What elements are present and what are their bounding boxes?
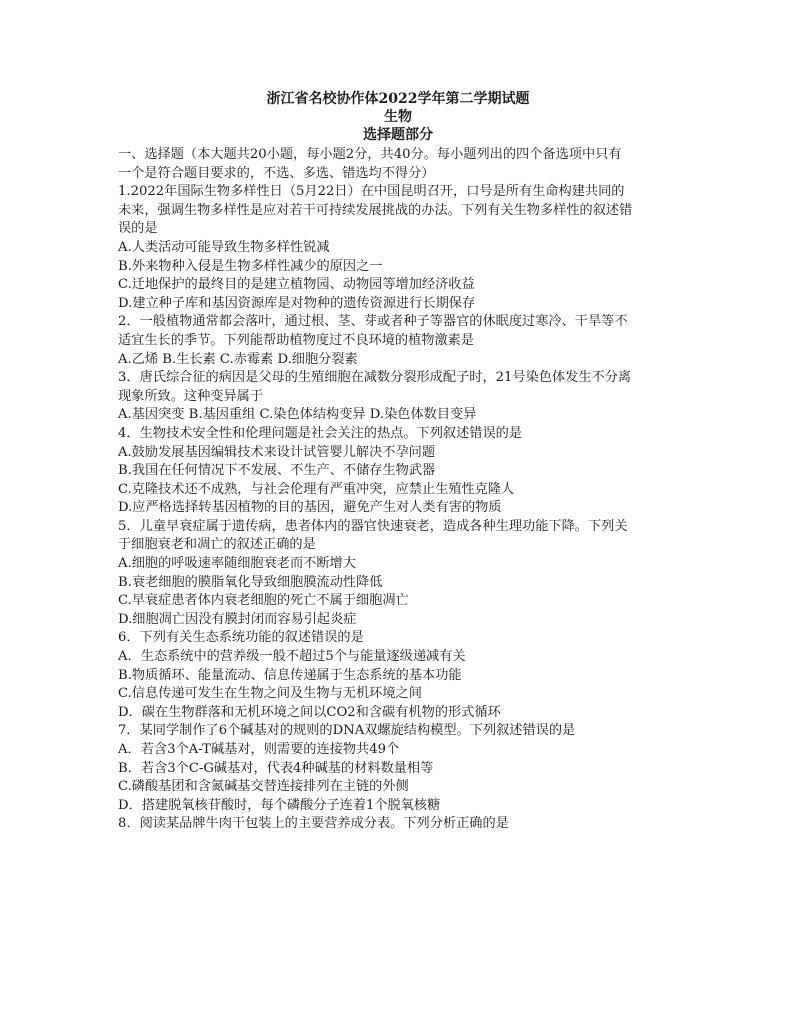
- answer-option: D.细胞凋亡因没有膜封闭而容易引起炎症: [118, 611, 357, 627]
- answer-option: B．若含3个C-G碱基对，代表4种碱基的材料数量相等: [118, 760, 434, 776]
- answer-option: D.应严格选择转基因植物的目的基因，避免产生对人类有害的物质: [118, 500, 502, 516]
- exam-page: [118, 90, 678, 834]
- question-stem-line: 8．阅读某品牌牛肉干包装上的主要营养成分表。下列分析正确的是: [118, 816, 509, 832]
- question-stem-line: 适宜生长的季节。下列能帮助植物度过不良环境的植物激素是: [118, 332, 475, 348]
- question-stem-line: 4．生物技术安全性和伦理问题是社会关注的热点。下列叙述错误的是: [118, 425, 523, 441]
- answer-option: D.建立种子库和基因资源库是对物种的遗传资源进行长期保存: [118, 295, 476, 311]
- answer-option: A．若含3个A-T碱基对，则需要的连接物共49个: [118, 742, 400, 757]
- exam-title: 浙江省名校协作体2022学年第二学期试题: [266, 91, 530, 107]
- answer-option: B.外来物种入侵是生物多样性减少的原因之一: [118, 258, 383, 274]
- question-stem-line: 6．下列有关生态系统功能的叙述错误的是: [118, 630, 364, 646]
- question-stem-line: 误的是: [118, 221, 158, 237]
- exam-content: [118, 146, 678, 834]
- answer-option: B.衰老细胞的膜脂氧化导致细胞膜流动性降低: [118, 574, 383, 590]
- answer-option: C.迁地保护的最终目的是建立植物园、动物园等增加经济收益: [118, 277, 475, 293]
- instruction-line: 一个是符合题目要求的，不选、多选、错选均不得分）: [118, 165, 435, 181]
- answer-option: A.基因突变 B.基因重组 C.染色体结构变异 D.染色体数目变异: [118, 407, 477, 423]
- answer-option: A.细胞的呼吸速率随细胞衰老而不断增大: [118, 556, 356, 572]
- answer-option: D．碳在生物群落和无机环境之间以CO2和含碳有机物的形式循环: [118, 704, 501, 720]
- question-7: [118, 722, 678, 815]
- answer-option: C.信息传递可发生在生物之间及生物与无机环境之间: [118, 686, 422, 702]
- answer-option: A.乙烯 B.生长素 C.赤霉素 D.细胞分裂素: [118, 351, 358, 367]
- header: [118, 90, 678, 144]
- question-4: [118, 425, 678, 518]
- question-2: [118, 313, 678, 369]
- question-8: [118, 815, 678, 834]
- question-stem-line: 7．某同学制作了6个碱基对的规则的DNA双螺旋结构模型。下列叙述错误的是: [118, 723, 576, 739]
- answer-option: C.克隆技术还不成熟，与社会伦理有严重冲突，应禁止生殖性克隆人: [118, 481, 515, 497]
- answer-option: C.磷酸基团和含氮碱基交替连接排列在主链的外侧: [118, 779, 409, 795]
- answer-option: C.早衰症患者体内衰老细胞的死亡不属于细胞凋亡: [118, 593, 409, 609]
- question-stem-line: 5．儿童早衰症属于遗传病，患者体内的器官快速衰老，造成各种生理功能下降。下列关: [118, 518, 628, 534]
- question-stem-line: 现象所致。这种变异属于: [118, 388, 264, 404]
- question-5: [118, 518, 678, 630]
- question-stem-line: 3．唐氏综合征的病因是父母的生殖细胞在减数分裂形成配子时，21号染色体发生不分离: [118, 370, 632, 386]
- question-6: [118, 629, 678, 722]
- question-stem-line: 未来，强调生物多样性是应对若干可持续发展挑战的办法。下列有关生物多样性的叙述错: [118, 202, 633, 218]
- question-stem-line: 于细胞衰老和凋亡的叙述正确的是: [118, 537, 316, 553]
- question-3: [118, 369, 678, 425]
- instruction-line: 一、选择题（本大题共20小题，每小题2分，共40分。每小题列出的四个备选项中只有: [118, 147, 622, 162]
- answer-option: A．生态系统中的营养级一般不超过5个与能量逐级递减有关: [118, 649, 466, 665]
- answer-option: A.人类活动可能导致生物多样性锐减: [118, 239, 330, 255]
- answer-option: B.我国在任何情况下不发展、不生产、不储存生物武器: [118, 463, 436, 479]
- question-1: [118, 183, 678, 313]
- subject-title: 生物: [384, 109, 412, 125]
- answer-option: A.鼓励发展基因编辑技术来设计试管婴儿解决不孕问题: [118, 444, 436, 460]
- answer-option: D．搭建脱氧核苷酸时，每个磷酸分子连着1个脱氧核糖: [118, 797, 441, 813]
- question-stem-line: 1.2022年国际生物多样性日（5月22日）在中国昆明召开，口号是所有生命构建共同的: [118, 184, 625, 200]
- question-stem-line: 2．一般植物通常都会落叶，通过根、茎、芽或者种子等器官的休眠度过寒冷、干旱等不: [118, 314, 628, 330]
- section-title: 选择题部分: [363, 127, 433, 143]
- answer-option: B.物质循环、能量流动、信息传递属于生态系统的基本功能: [118, 667, 462, 683]
